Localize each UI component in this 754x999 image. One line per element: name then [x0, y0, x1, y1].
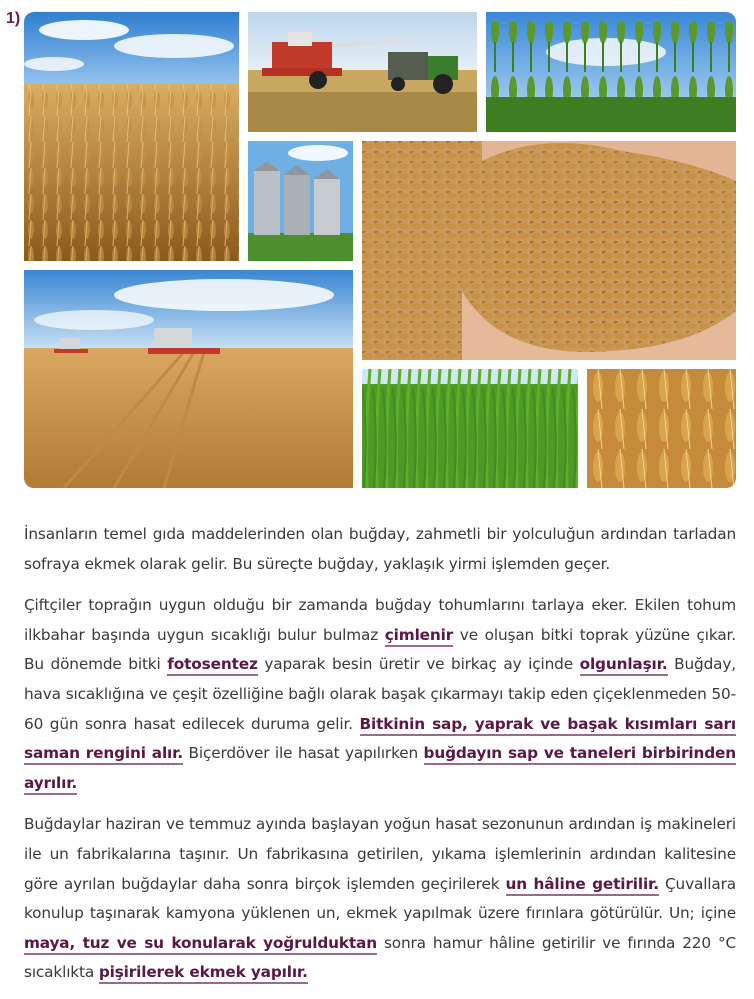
p2-text-1: Çiftçiler toprağın uygun olduğu bir zamanda buğday tohumlarını tarlaya eker. Ekilen tohum ilkbahar başında uygun sıcaklığı bulur bulmaz [24, 596, 736, 644]
photo-collage [24, 12, 736, 488]
paragraph-2 [24, 591, 736, 798]
highlight-sap-taneleri: buğdayın sap ve taneleri birbirinden ayrılır. [24, 744, 736, 795]
highlight-fotosentez: fotosentez [167, 655, 257, 676]
p2-text-4: Buğday, hava sıcaklığına ve çeşit özelliğine bağlı olarak başak çıkarmayı takip eden çiçeklenmeden 50-60 gün sonra hasat edilecek duruma gelir. [24, 655, 736, 733]
p2-text-3: yaparak besin üretir ve birkaç ay içinde [257, 655, 580, 674]
highlight-cimlenir: çimlenir [385, 626, 453, 647]
highlight-olgunlasir: olgunlaşır. [580, 655, 668, 676]
p2-text-5: Biçerdöver ile hasat yapılırken [183, 744, 424, 763]
p3-text-1: Buğdaylar haziran ve temmuz ayında başlayan yoğun hasat sezonunun ardından iş makineleri ile un fabrikalarına taşınır. Un fabrikasına getirilen, yıkama işlemlerinin ardından kalitesine göre ayrılan buğdaylar daha sonra birçok işlemden geçirilerek [24, 815, 736, 893]
p3-text-2: Çuvallara konulup taşınarak kamyona yüklenen un, ekmek yapılmak üzere fırınlara götürülür. Un; içine [24, 874, 736, 923]
wheat-grains-in-hands-photo [362, 141, 736, 360]
wheat-field-sky-photo [24, 12, 239, 261]
p3-text-3: sonra hamur hâline getirilir ve fırında 220 °C sıcaklıkta [24, 933, 736, 982]
green-wheat-ears-photo [486, 12, 736, 132]
highlight-yogrulduktan: maya, tuz ve su konularak yoğrulduktan [24, 934, 377, 955]
paragraph-3 [24, 810, 736, 988]
golden-wheat-ears-photo [587, 369, 736, 488]
combine-harvester-tractor-photo [248, 12, 477, 132]
highlight-un-haline: un hâline getirilir. [506, 875, 659, 896]
highlight-saman-rengi: Bitkinin sap, yaprak ve başak kısımları sarı saman rengini alır. [24, 715, 736, 766]
paragraph-1 [24, 520, 736, 579]
p1-text: İnsanların temel gıda maddelerinden olan buğday, zahmetli bir yolculuğun ardından tarladan sofraya ekmek olarak gelir. Bu süreçte buğday, yaklaşık yirmi işlemden geçer. [24, 525, 736, 573]
grain-silos-photo [248, 141, 353, 261]
p2-text-2: ve oluşan bitki toprak yüzüne çıkar. Bu dönemde bitki [24, 625, 736, 674]
article-text [24, 520, 736, 999]
green-wheat-sprouts-photo [362, 369, 578, 488]
question-number: 1) [6, 10, 21, 27]
highlight-ekmek-yapilir: pişirilerek ekmek yapılır. [99, 963, 308, 984]
harvest-field-combines-photo [24, 270, 353, 488]
